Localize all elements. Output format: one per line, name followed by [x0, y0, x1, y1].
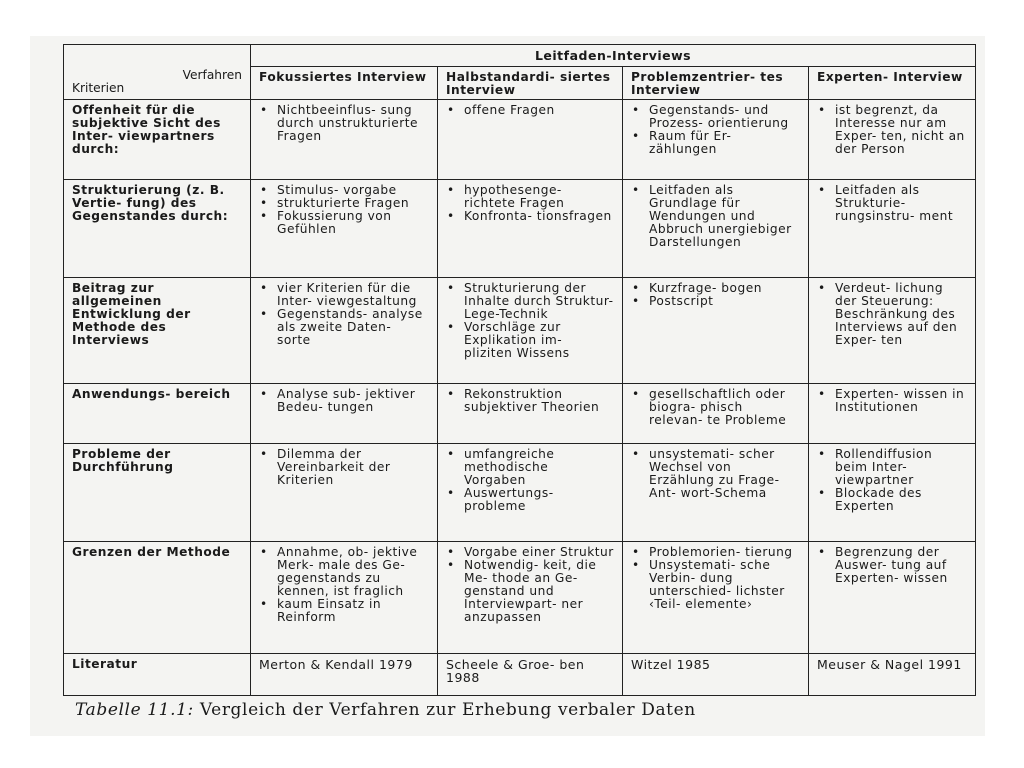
- literature-cell: Merton & Kendall 1979: [251, 654, 438, 696]
- bullet-item: • Gegenstands- analyse als zweite Daten- sorte: [259, 308, 429, 347]
- bullet-list: [446, 282, 614, 360]
- bullet-list: [259, 104, 429, 143]
- table-cell: [623, 100, 809, 180]
- bullet-list: [631, 184, 800, 249]
- bullet-item: • Experten- wissen in Institutionen: [817, 388, 967, 414]
- bullet-item: • Vorschläge zur Explikation im- pliziten Wissens: [446, 321, 614, 360]
- bullet-item: • ist begrenzt, da Interesse nur am Exper- ten, nicht an der Person: [817, 104, 967, 156]
- table-cell: [809, 444, 976, 542]
- column-header: Halbstandardi- siertes Interview: [438, 67, 623, 100]
- bullet-list: [446, 546, 614, 624]
- table-cell: [809, 180, 976, 278]
- criterion-cell: Literatur: [64, 654, 251, 696]
- criterion-cell: Anwendungs- bereich: [64, 384, 251, 444]
- table-cell: [251, 444, 438, 542]
- bullet-list: [631, 388, 800, 427]
- bullet-item: • Rekonstruktion subjektiver Theorien: [446, 388, 614, 414]
- bullet-item: • Gegenstands- und Prozess- orientierung: [631, 104, 800, 130]
- bullet-item: • Annahme, ob- jektive Merk- male des Ge- gegenstands zu kennen, ist fraglich: [259, 546, 429, 598]
- bullet-item: • Leitfaden als Strukturie- rungsinstru- ment: [817, 184, 967, 223]
- bullet-list: [631, 546, 800, 611]
- bullet-item: • umfangreiche methodische Vorgaben: [446, 448, 614, 487]
- group-header: Leitfaden-Interviews: [251, 45, 976, 67]
- bullet-item: • kaum Einsatz in Reinform: [259, 598, 429, 624]
- corner-bottom-label: Kriterien: [72, 81, 125, 95]
- column-header: Fokussiertes Interview: [251, 67, 438, 100]
- bullet-item: • Leitfaden als Grundlage für Wendungen und Abbruch unergiebiger Darstellungen: [631, 184, 800, 249]
- bullet-item: • Unsystemati- sche Verbin- dung unterschied- lichster ‹Teil- elemente›: [631, 559, 800, 611]
- table-body: [64, 45, 976, 696]
- bullet-list: [817, 184, 967, 223]
- table-cell: [809, 384, 976, 444]
- table-cell: [809, 542, 976, 654]
- bullet-list: [259, 388, 429, 414]
- criterion-cell: Offenheit für die subjektive Sicht des Inter- viewpartners durch:: [64, 100, 251, 180]
- bullet-list: [631, 448, 800, 500]
- table-row: [64, 100, 976, 180]
- literature-cell: Witzel 1985: [623, 654, 809, 696]
- table-row: [64, 384, 976, 444]
- bullet-item: • Vorgabe einer Struktur: [446, 546, 614, 559]
- bullet-list: [817, 282, 967, 347]
- bullet-item: • Begrenzung der Auswer- tung auf Experten- wissen: [817, 546, 967, 585]
- bullet-item: • Stimulus- vorgabe: [259, 184, 429, 197]
- bullet-list: [817, 388, 967, 414]
- bullet-list: [631, 104, 800, 156]
- bullet-item: • gesellschaftlich oder biogra- phisch relevan- te Probleme: [631, 388, 800, 427]
- table-cell: [623, 180, 809, 278]
- bullet-item: • Fokussierung von Gefühlen: [259, 210, 429, 236]
- bullet-item: • Verdeut- lichung der Steuerung: Beschränkung des Interviews auf den Exper- ten: [817, 282, 967, 347]
- bullet-item: • offene Fragen: [446, 104, 614, 117]
- bullet-item: • unsystemati- scher Wechsel von Erzählung zu Frage-Ant- wort-Schema: [631, 448, 800, 500]
- table-cell: [251, 542, 438, 654]
- table-row: [64, 444, 976, 542]
- criterion-cell: Beitrag zur allgemeinen Entwicklung der Methode des Interviews: [64, 278, 251, 384]
- bullet-list: [446, 184, 614, 223]
- criterion-cell: Probleme der Durchführung: [64, 444, 251, 542]
- bullet-list: [259, 184, 429, 236]
- bullet-item: • strukturierte Fragen: [259, 197, 429, 210]
- table-cell: [438, 100, 623, 180]
- table-cell: [438, 180, 623, 278]
- group-header-row: [64, 45, 976, 67]
- bullet-item: • vier Kriterien für die Inter- viewgestaltung: [259, 282, 429, 308]
- bullet-list: [446, 388, 614, 414]
- bullet-list: [817, 104, 967, 156]
- table-cell: [251, 100, 438, 180]
- bullet-item: • Notwendig- keit, die Me- thode an Ge- genstand und Interviewpart- ner anzupassen: [446, 559, 614, 624]
- bullet-list: [446, 104, 614, 117]
- literature-row: [64, 654, 976, 696]
- table-cell: [251, 278, 438, 384]
- bullet-list: [259, 448, 429, 487]
- bullet-item: • Postscript: [631, 295, 800, 308]
- bullet-item: • Nichtbeeinflus- sung durch unstrukturierte Fragen: [259, 104, 429, 143]
- bullet-item: • Rollendiffusion beim Inter- viewpartner: [817, 448, 967, 487]
- bullet-item: • Raum für Er- zählungen: [631, 130, 800, 156]
- comparison-table: [63, 44, 976, 696]
- table-cell: [438, 384, 623, 444]
- bullet-item: • Kurzfrage- bogen: [631, 282, 800, 295]
- table-cell: [251, 180, 438, 278]
- table-cell: [809, 100, 976, 180]
- table-cell: [623, 278, 809, 384]
- table-row: [64, 278, 976, 384]
- bullet-item: • hypothesenge- richtete Fragen: [446, 184, 614, 210]
- table-row: [64, 180, 976, 278]
- table-cell: [438, 542, 623, 654]
- table-cell: [623, 444, 809, 542]
- bullet-list: [631, 282, 800, 308]
- table-cell: [251, 384, 438, 444]
- bullet-item: • Dilemma der Vereinbarkeit der Kriterien: [259, 448, 429, 487]
- bullet-list: [817, 546, 967, 585]
- bullet-item: • Problemorien- tierung: [631, 546, 800, 559]
- column-header: Experten- Interview: [809, 67, 976, 100]
- table-cell: [809, 278, 976, 384]
- caption-text: Vergleich der Verfahren zur Erhebung verbaler Daten: [199, 700, 696, 720]
- column-header: Problemzentrier- tes Interview: [623, 67, 809, 100]
- bullet-list: [446, 448, 614, 513]
- corner-cell: [64, 45, 251, 100]
- bullet-list: [817, 448, 967, 513]
- bullet-item: • Analyse sub- jektiver Bedeu- tungen: [259, 388, 429, 414]
- table-row: [64, 542, 976, 654]
- criterion-cell: Grenzen der Methode: [64, 542, 251, 654]
- table-cell: [623, 384, 809, 444]
- caption-label: Tabelle 11.1:: [75, 700, 194, 720]
- literature-cell: Meuser & Nagel 1991: [809, 654, 976, 696]
- bullet-item: • Blockade des Experten: [817, 487, 967, 513]
- criterion-cell: Strukturierung (z. B. Vertie- fung) des Gegenstandes durch:: [64, 180, 251, 278]
- table-cell: [438, 278, 623, 384]
- bullet-item: • Konfronta- tionsfragen: [446, 210, 614, 223]
- literature-cell: Scheele & Groe- ben 1988: [438, 654, 623, 696]
- table-caption: [75, 700, 696, 720]
- bullet-list: [259, 282, 429, 347]
- bullet-list: [259, 546, 429, 624]
- bullet-item: • Strukturierung der Inhalte durch Struktur- Lege-Technik: [446, 282, 614, 321]
- table-cell: [623, 542, 809, 654]
- bullet-item: • Auswertungs- probleme: [446, 487, 614, 513]
- table-cell: [438, 444, 623, 542]
- corner-top-label: Verfahren: [182, 68, 242, 82]
